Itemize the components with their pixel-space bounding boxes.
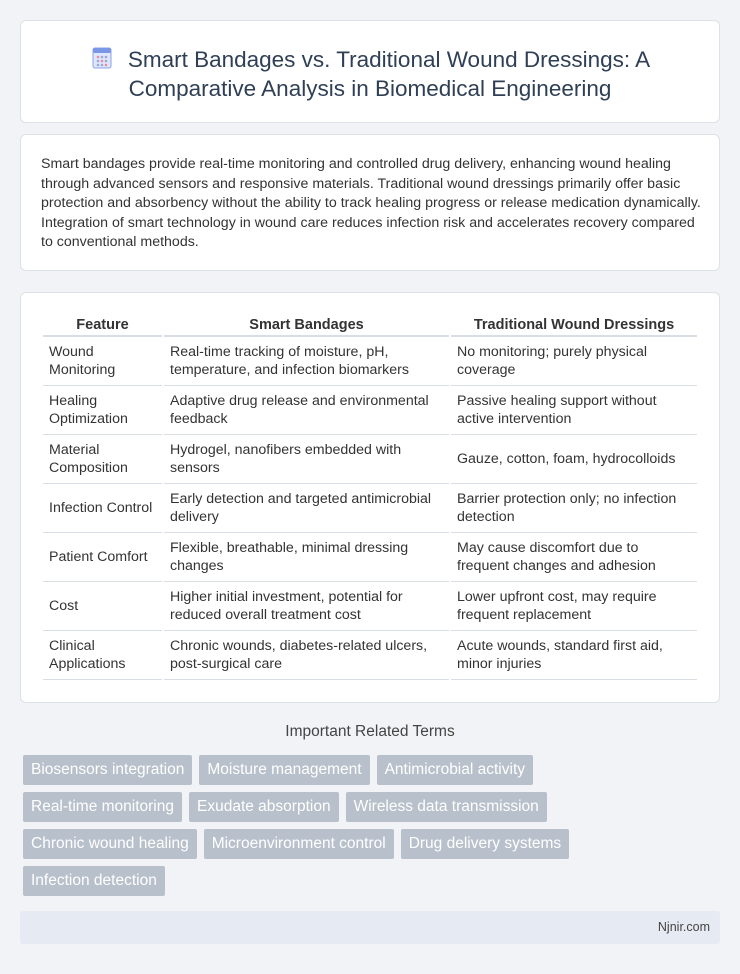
term-tag[interactable]: Chronic wound healing bbox=[23, 829, 197, 859]
table-row bbox=[43, 631, 697, 680]
term-tag[interactable]: Exudate absorption bbox=[189, 792, 339, 822]
smart-cell: Real-time tracking of moisture, pH, temperature, and infection biomarkers bbox=[164, 337, 449, 386]
related-terms-list bbox=[23, 755, 623, 903]
header-feature: Feature bbox=[43, 315, 162, 337]
term-tag[interactable]: Moisture management bbox=[199, 755, 369, 785]
intro-paragraph: Smart bandages provide real-time monitoring and controlled drug delivery, enhancing wound healing through advanced sensors and responsive materials. Traditional wound dressings primarily offer basic protection and absorbency without the ability to track healing progress or release medication dynamically. Integration of smart technology in wound care reduces infection risk and accelerates recovery compared to conventional methods. bbox=[41, 156, 701, 250]
smart-cell: Flexible, breathable, minimal dressing changes bbox=[164, 533, 449, 582]
term-tag[interactable]: Biosensors integration bbox=[23, 755, 192, 785]
term-tag[interactable]: Drug delivery systems bbox=[401, 829, 569, 859]
tag-row bbox=[23, 829, 623, 859]
term-tag[interactable]: Microenvironment control bbox=[204, 829, 394, 859]
table-header-row bbox=[43, 315, 697, 337]
feature-cell: Patient Comfort bbox=[43, 533, 162, 582]
traditional-cell: Gauze, cotton, foam, hydrocolloids bbox=[451, 435, 697, 484]
feature-cell: Wound Monitoring bbox=[43, 337, 162, 386]
term-tag[interactable]: Infection detection bbox=[23, 866, 165, 896]
smart-cell: Chronic wounds, diabetes-related ulcers, post-surgical care bbox=[164, 631, 449, 680]
table-row bbox=[43, 337, 697, 386]
related-terms-heading: Important Related Terms bbox=[285, 723, 455, 740]
footer-bar bbox=[20, 911, 720, 944]
smart-cell: Hydrogel, nanofibers embedded with sensors bbox=[164, 435, 449, 484]
traditional-cell: Barrier protection only; no infection detection bbox=[451, 484, 697, 533]
page-title bbox=[21, 45, 719, 103]
term-tag[interactable]: Wireless data transmission bbox=[346, 792, 547, 822]
feature-cell: Healing Optimization bbox=[43, 386, 162, 435]
feature-cell: Material Composition bbox=[43, 435, 162, 484]
tag-row bbox=[23, 866, 623, 896]
tag-row bbox=[23, 755, 623, 785]
feature-cell: Clinical Applications bbox=[43, 631, 162, 680]
document-grid-icon bbox=[90, 46, 114, 70]
header-smart-bandages: Smart Bandages bbox=[164, 315, 449, 337]
smart-cell: Higher initial investment, potential for reduced overall treatment cost bbox=[164, 582, 449, 631]
table-row bbox=[43, 533, 697, 582]
smart-cell: Adaptive drug release and environmental feedback bbox=[164, 386, 449, 435]
table-row bbox=[43, 484, 697, 533]
footer-site-name[interactable]: Njnir.com bbox=[657, 920, 710, 934]
title-line-1: Smart Bandages vs. Traditional Wound Dressings: A bbox=[127, 47, 651, 72]
comparison-table bbox=[41, 315, 699, 680]
intro-card bbox=[20, 134, 720, 271]
traditional-cell: Passive healing support without active intervention bbox=[451, 386, 697, 435]
header-traditional-dressings: Traditional Wound Dressings bbox=[451, 315, 697, 337]
table-row bbox=[43, 582, 697, 631]
title-line-2: Comparative Analysis in Biomedical Engineering bbox=[128, 76, 612, 101]
feature-cell: Cost bbox=[43, 582, 162, 631]
traditional-cell: Acute wounds, standard first aid, minor injuries bbox=[451, 631, 697, 680]
table-row bbox=[43, 435, 697, 484]
term-tag[interactable]: Real-time monitoring bbox=[23, 792, 182, 822]
comparison-table-card bbox=[20, 292, 720, 703]
term-tag[interactable]: Antimicrobial activity bbox=[377, 755, 533, 785]
tag-row bbox=[23, 792, 623, 822]
title-card bbox=[20, 20, 720, 123]
feature-cell: Infection Control bbox=[43, 484, 162, 533]
smart-cell: Early detection and targeted antimicrobial delivery bbox=[164, 484, 449, 533]
traditional-cell: May cause discomfort due to frequent changes and adhesion bbox=[451, 533, 697, 582]
traditional-cell: No monitoring; purely physical coverage bbox=[451, 337, 697, 386]
table-row bbox=[43, 386, 697, 435]
traditional-cell: Lower upfront cost, may require frequent replacement bbox=[451, 582, 697, 631]
